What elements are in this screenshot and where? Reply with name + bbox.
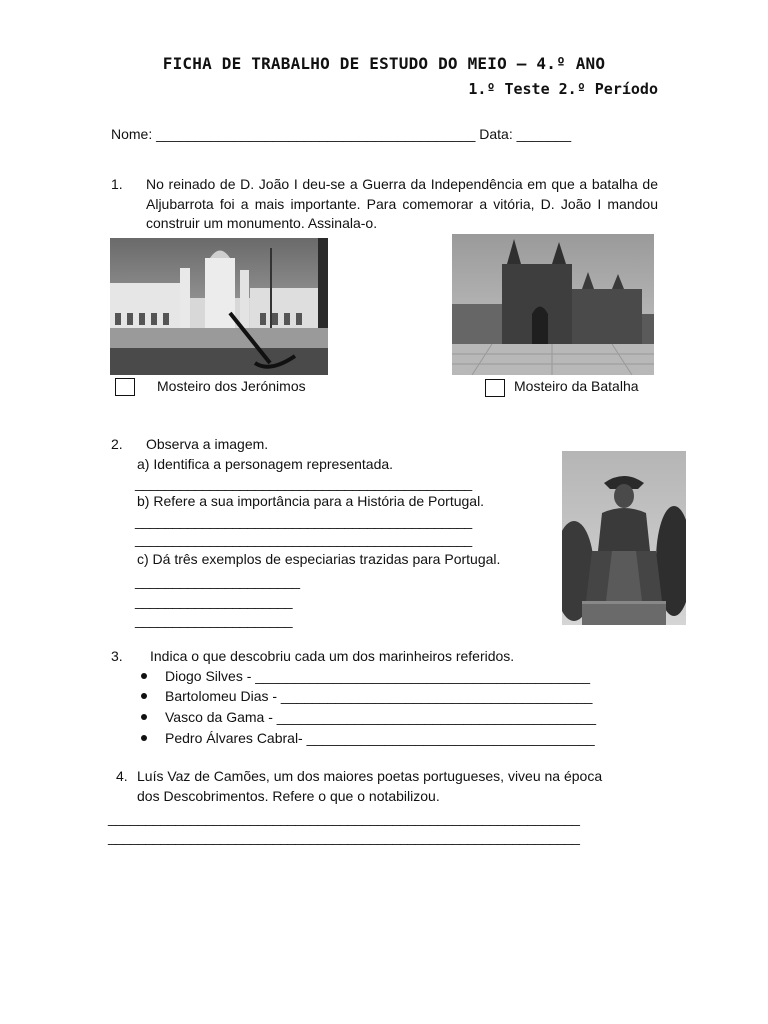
q3-item-vasco-da-gama[interactable]: Vasco da Gama - _________________________________________ [141,709,596,725]
q2c-answer-line-3[interactable]: _____________________ [135,612,293,628]
q2b-text: b) Refere a sua importância para a História de Portugal. [137,493,485,509]
monastery-jeronimos-photo [110,238,328,375]
q4-answer-line-1[interactable]: _______________________________________________________________ [108,810,580,826]
statue-photo [562,451,686,625]
bullet-icon [141,693,147,699]
q3-item-bartolomeu-dias[interactable]: Bartolomeu Dias - ________________________________________ [141,688,592,704]
q3-number: 3. [111,648,123,664]
q3-text: Indica o que descobriu cada um dos marinheiros referidos. [150,648,515,664]
q2c-text: c) Dá três exemplos de especiarias trazidas para Portugal. [137,551,501,567]
q3-item-pedro-alvares-cabral[interactable]: Pedro Álvares Cabral- _____________________________________ [141,730,595,746]
worksheet-subtitle: 1.º Teste 2.º Período [468,80,658,98]
q2b-answer-line-1[interactable]: _____________________________________________ [135,513,472,529]
q2-text: Observa a imagem. [146,436,269,452]
q3-item-diogo-silves[interactable]: Diogo Silves - ___________________________________________ [141,668,590,684]
q4-answer-line-2[interactable]: _______________________________________________________________ [108,829,580,845]
q1-text: No reinado de D. João I deu-se a Guerra da Independência em que a batalha de Aljubarrota foi a mais importante. Para comemorar a vitória, D. João I mandou construir um monumento. Assinala-o. [146,176,658,231]
q1-number: 1. [111,176,123,192]
batalha-caption: Mosteiro da Batalha [514,378,639,394]
q2-number: 2. [111,436,123,452]
batalha-checkbox[interactable] [485,379,505,397]
q2a-answer-line[interactable]: _____________________________________________ [135,475,472,491]
q2c-answer-line-1[interactable]: ______________________ [135,573,300,589]
q2c-answer-line-2[interactable]: _____________________ [135,593,293,609]
q2b-answer-line-2[interactable]: _____________________________________________ [135,531,472,547]
bullet-icon [141,735,147,741]
q4-text-line-1: Luís Vaz de Camões, um dos maiores poetas portugueses, viveu na época [137,768,603,784]
q2a-text: a) Identifica a personagem representada. [137,456,394,472]
q4-text-line-2: dos Descobrimentos. Refere o que o notabilizou. [137,788,440,804]
bullet-icon [141,673,147,679]
monastery-batalha-photo [452,234,654,375]
jeronimos-caption: Mosteiro dos Jerónimos [157,378,306,394]
name-date-line: Nome: _________________________________________ Data: _______ [111,126,572,142]
bullet-icon [141,714,147,720]
worksheet-title: FICHA DE TRABALHO DE ESTUDO DO MEIO – 4.º ANO [162,54,606,73]
jeronimos-checkbox[interactable] [115,378,135,396]
q4-number: 4. [116,768,128,784]
